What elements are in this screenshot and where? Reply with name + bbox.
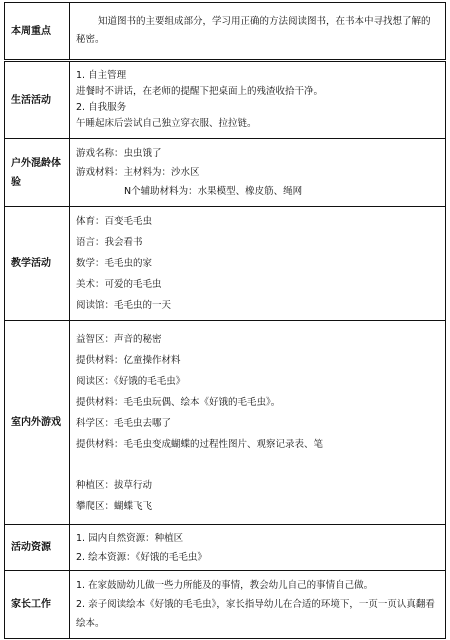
teaching-content [70,207,446,321]
teaching-line: 阅读馆：毛毛虫的一天 [76,300,172,311]
areas-line: 益智区：声音的秘密 [76,333,162,345]
focus-text: 知道图书的主要组成部分，学习用正确的方法阅读图书，在书本中寻找想了解的秘密。 [76,16,431,45]
parents-content [70,571,446,639]
outdoor-line: 游戏名称：虫虫饿了 [76,148,162,159]
areas-line: 提供材料：毛毛虫玩偶、绘本《好饿的毛毛虫》。 [76,396,281,408]
weekly-plan-table [4,2,446,639]
life-line: 2. 自我服务 [76,102,127,113]
row-areas [5,321,446,525]
label-teaching: 教学活动 [5,207,70,321]
spacer [76,455,439,475]
parents-line: 2. 亲子阅读绘本《好饿的毛毛虫》，家长指导幼儿在合适的环境下，一页一页认真翻看绘本。 [76,599,435,629]
label-resources: 活动资源 [5,525,70,571]
teaching-line: 美术：可爱的毛毛虫 [76,279,162,290]
areas-line: 种植区：拔草行动 [76,479,153,491]
areas-line: 提供材料：毛毛虫变成蝴蝶的过程性图片、观察记录表、笔 [76,438,324,450]
life-line: 进餐时不讲话，在老师的提醒下把桌面上的残渣收拾干净。 [76,86,324,97]
row-focus [5,3,446,61]
resources-content [70,525,446,571]
areas-line: 阅读区：《好饿的毛毛虫》 [76,375,186,387]
outdoor-line: 游戏材料：主材料为：沙水区 [76,167,200,178]
row-parents [5,571,446,639]
row-life [5,61,446,139]
row-resources [5,525,446,571]
outdoor-content [70,139,446,207]
parents-line: 1. 在家鼓励幼儿做一些力所能及的事情，教会幼儿自己的事情自己做。 [76,580,374,591]
teaching-line: 数学：毛毛虫的家 [76,258,153,269]
resources-line: 2. 绘本资源：《好饿的毛毛虫》 [76,551,207,563]
life-line: 午睡起床后尝试自己独立穿衣服、拉拉链。 [76,118,257,129]
label-life: 生活活动 [5,61,70,139]
areas-content [70,321,446,525]
areas-line: 提供材料：亿童操作材料 [76,354,181,366]
label-outdoor: 户外混龄体验 [5,139,70,207]
row-teaching [5,207,446,321]
life-content [70,61,446,139]
outdoor-line: N个辅助材料为：水果模型、橡皮筋、绳网 [124,186,303,197]
focus-content [70,3,446,61]
teaching-line: 语言：我会看书 [76,237,143,248]
label-parents: 家长工作 [5,571,70,639]
areas-line: 科学区：毛毛虫去哪了 [76,417,172,429]
resources-line: 1. 园内自然资源：种植区 [76,532,184,544]
label-focus: 本周重点 [5,3,70,61]
row-outdoor [5,139,446,207]
teaching-line: 体育：百变毛毛虫 [76,216,153,227]
life-line: 1. 自主管理 [76,70,127,81]
label-areas: 室内外游戏 [5,321,70,525]
areas-line: 攀爬区：蝴蝶飞飞 [76,500,153,512]
